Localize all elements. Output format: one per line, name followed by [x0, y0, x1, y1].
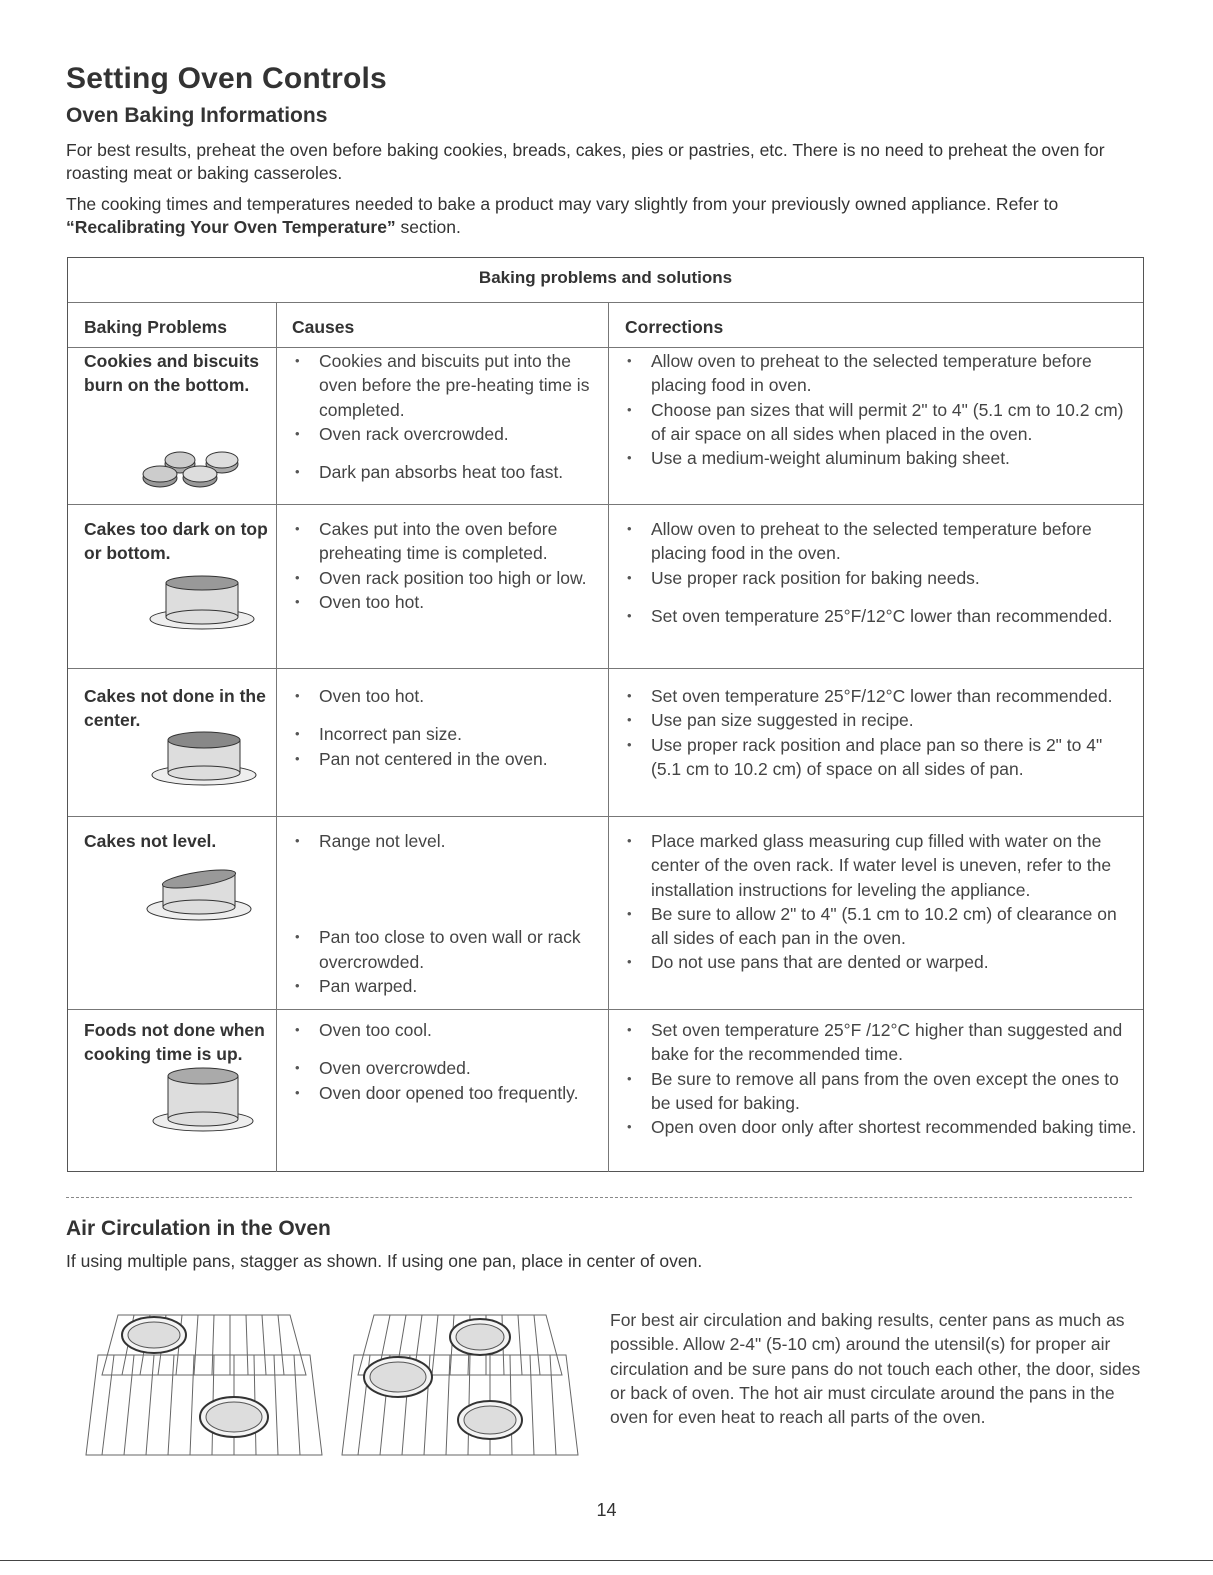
- table-row-problem: Cakes not level.: [84, 831, 217, 851]
- column-divider: [608, 302, 609, 1172]
- recalibrating-reference: “Recalibrating Your Oven Temperature”: [66, 217, 396, 237]
- list-item: • Be sure to allow 2" to 4" (5.1 cm to 10.2 cm) of clearance on all sides of each pan in the oven.: [622, 902, 1137, 951]
- section-title-baking: Oven Baking Informations: [66, 104, 328, 127]
- list-item: • Allow oven to preheat to the selected temperature before placing food in the oven.: [622, 517, 1137, 566]
- table-row-problem: Cakes not done in the center.: [84, 686, 266, 730]
- page-title: Setting Oven Controls: [66, 62, 387, 95]
- footer-rule: [0, 1560, 1213, 1561]
- column-header-causes: Causes: [292, 317, 355, 337]
- baking-problems-table: [67, 257, 1144, 1172]
- column-header-corrections: Corrections: [625, 317, 724, 337]
- list-item: • Pan too close to oven wall or rack overcrowded.: [290, 925, 608, 974]
- divider: [68, 668, 1143, 669]
- list-item: • Allow oven to preheat to the selected temperature before placing food in oven.: [622, 349, 1137, 398]
- list-item: • Open oven door only after shortest recommended baking time.: [622, 1115, 1137, 1139]
- causes-list: [290, 349, 608, 484]
- cookies-icon: [138, 444, 248, 496]
- list-item: • Be sure to remove all pans from the oven except the ones to be used for baking.: [622, 1067, 1137, 1116]
- list-item: • Oven too cool.: [290, 1018, 608, 1042]
- page-number: 14: [596, 1500, 617, 1520]
- intro-paragraph-2: The cooking times and temperatures needed to bake a product may vary slightly from your previously owned appliance. Refer to “Recalibrating Your Oven Temperature” section.: [66, 194, 1059, 237]
- list-item: • Oven rack position too high or low.: [290, 566, 608, 590]
- list-item: • Set oven temperature 25°F /12°C higher than suggested and bake for the recommended time.: [622, 1018, 1137, 1067]
- list-item: • Range not level.: [290, 829, 608, 853]
- air-circulation-description: For best air circulation and baking results, center pans as much as possible. Allow 2-4" (5-10 cm) around the utensil(s) for proper air circulation and be sure pans do not touch each other, the door, sides or back of oven. The hot air must circulate around the pans in the oven for even heat to reach all parts of the oven.: [610, 1310, 1141, 1428]
- causes-list: [290, 517, 608, 614]
- divider: [68, 1009, 1143, 1010]
- list-item: • Oven too hot.: [290, 684, 608, 708]
- corrections-list: [622, 517, 1137, 628]
- corrections-list: [622, 1018, 1137, 1139]
- causes-list: [290, 829, 608, 998]
- list-item: • Oven overcrowded.: [290, 1056, 608, 1080]
- section-divider: [66, 1197, 1132, 1198]
- list-item: • Do not use pans that are dented or warped.: [622, 950, 1137, 974]
- cake-icon: [148, 728, 260, 788]
- list-item: • Cakes put into the oven before preheating time is completed.: [290, 517, 608, 566]
- table-row-problem: Cookies and biscuits burn on the bottom.: [84, 351, 260, 395]
- list-item: • Pan not centered in the oven.: [290, 747, 608, 771]
- list-item: • Oven door opened too frequently.: [290, 1081, 608, 1105]
- air-intro: If using multiple pans, stagger as shown. If using one pan, place in center of oven.: [66, 1251, 703, 1271]
- divider: [68, 504, 1143, 505]
- list-item: • Use proper rack position for baking needs.: [622, 566, 1137, 590]
- corrections-list: [622, 684, 1137, 781]
- list-item: • Set oven temperature 25°F/12°C lower than recommended.: [622, 604, 1137, 628]
- list-item: • Dark pan absorbs heat too fast.: [290, 460, 608, 484]
- list-item: • Choose pan sizes that will permit 2" to 4" (5.1 cm to 10.2 cm) of air space on all sides when placed in the oven.: [622, 398, 1137, 447]
- column-divider: [276, 302, 277, 1172]
- list-item: • Set oven temperature 25°F/12°C lower than recommended.: [622, 684, 1137, 708]
- list-item: • Cookies and biscuits put into the oven before the pre-heating time is completed.: [290, 349, 608, 422]
- divider: [68, 816, 1143, 817]
- list-item: • Place marked glass measuring cup filled with water on the center of the oven rack. If water level is uneven, refer to the installation instructions for leveling the appliance.: [622, 829, 1137, 902]
- intro-paragraph-1: For best results, preheat the oven before baking cookies, breads, cakes, pies or pastries, etc. There is no need to preheat the oven for roasting meat or baking casseroles.: [66, 140, 1105, 183]
- causes-list: [290, 1018, 608, 1105]
- cake-icon: [148, 1064, 258, 1134]
- list-item: • Incorrect pan size.: [290, 722, 608, 746]
- list-item: • Pan warped.: [290, 974, 608, 998]
- column-header-problems: Baking Problems: [84, 317, 227, 337]
- oven-rack-illustration-right: [340, 1305, 580, 1460]
- tilted-cake-icon: [143, 863, 255, 923]
- table-row-problem: Cakes too dark on top or bottom.: [84, 519, 268, 563]
- list-item: • Use a medium-weight aluminum baking sheet.: [622, 446, 1137, 470]
- corrections-list: [622, 349, 1137, 470]
- table-row-problem: Foods not done when cooking time is up.: [84, 1020, 265, 1064]
- oven-rack-illustration-left: [84, 1305, 324, 1460]
- list-item: • Use proper rack position and place pan so there is 2" to 4" (5.1 cm to 10.2 cm) of space on all sides of pan.: [622, 733, 1137, 782]
- list-item: • Oven rack overcrowded.: [290, 422, 608, 446]
- causes-list: [290, 684, 608, 771]
- divider: [68, 347, 1143, 348]
- corrections-list: [622, 829, 1137, 975]
- cake-icon: [146, 573, 258, 631]
- list-item: • Use pan size suggested in recipe.: [622, 708, 1137, 732]
- divider: [68, 302, 1143, 303]
- section-title-air-circulation: Air Circulation in the Oven: [66, 1217, 331, 1240]
- list-item: • Oven too hot.: [290, 590, 608, 614]
- table-caption: Baking problems and solutions: [478, 268, 733, 287]
